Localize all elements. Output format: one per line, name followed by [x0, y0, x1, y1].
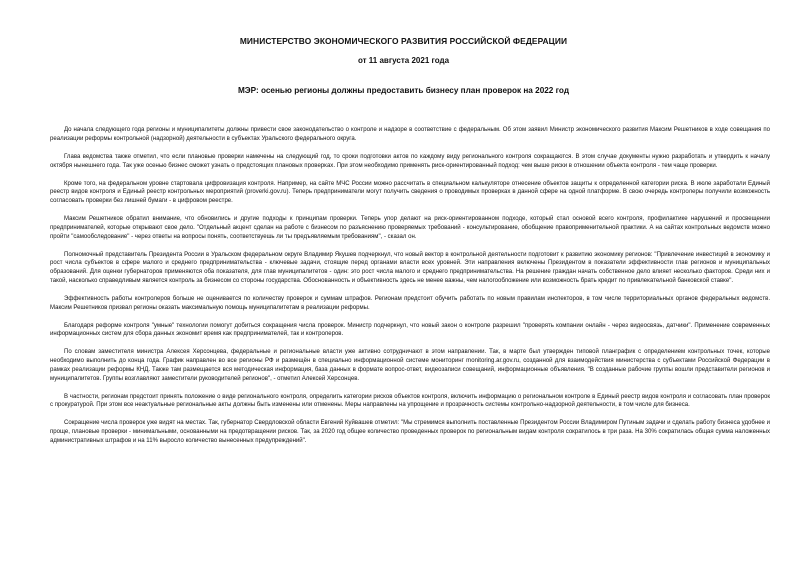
ministry-title: МИНИСТЕРСТВО ЭКОНОМИЧЕСКОГО РАЗВИТИЯ РОССИЙСКОЙ ФЕДЕРАЦИИ — [239, 36, 568, 46]
paragraph: Сокращение числа проверок уже видят на местах. Так, губернатор Свердловской области Евгений Куйвашев отметил: "Мы стремимся выполнить поставленные Президентом России Владимиром Путиным задачи и сделать работу бизнеса удобнее и проще, плановые проверки - минимальными, основанными на предотвращении рисков. Так, за 2020 год общее количество проведенных проверок по региональным видам контроля сократилось в три раза. На 30% сократилась общая сумма наложенных административных штрафов и на 11% выросло количество вынесенных предупреждений". — [50, 420, 770, 444]
paragraph: Благодаря реформе контроля "умные" технологии помогут добиться сокращения числа проверок. Министр подчеркнул, что новый закон о контроле разрешил "проверять компании онлайн - через видеосвязь, датчики". Применение современных информационных систем для сбора данных экономит время как предпринимателей, так и контролеров. — [50, 322, 770, 338]
document-date: от 11 августа 2021 года — [357, 56, 450, 65]
paragraph: До начала следующего года регионы и муниципалитеты должны привести свое законодательство о контроле и надзоре в соответствие с федеральным. Об этом заявил Министр экономического развития Максим Решетников в ходе совещания по реализации реформы контрольной (надзорной) деятельности в субъектах Уральского федерального округа. — [50, 127, 770, 142]
paragraph: Глава ведомства также отметил, что если плановые проверки намечены на следующий год, то сроки подготовки актов по каждому виду регионального контроля сокращаются. В этом случае документы нужно разработать и утвердить к началу октября нынешнего года. Так уже осенью бизнес сможет узнать о предстоящих плановых проверках. При этом необходимо применять риск-ориентированный подход: чем выше риски в отношении объекта контроля - тем чаще проверки. — [50, 153, 770, 169]
paragraph: В частности, регионам предстоит принять положение о виде регионального контроля, определить категории рисков объектов контроля, включить информацию о региональном контроле в Единый реестр видов контроля и согласовать план проверок с прокуратурой. При этом все неактуальные региональные акты должны быть изменены или отменены. Меры направлены на упрощение и прозрачность системы контрольно-надзорной деятельности, в том числе для бизнеса. — [50, 393, 770, 409]
article-headline: МЭР: осенью регионы должны предоставить бизнесу план проверок на 2022 год — [237, 86, 570, 95]
paragraph: Полномочный представитель Президента России в Уральском федеральном округе Владимир Якушев подчеркнул, что новый вектор в контрольной деятельности подготовит к развитию экономику регионов: "Привлечение инвестиций в экономику и рост числа субъектов в сфере малого и среднего предпринимательства - ключевые задачи, стоящие перед органами власти всех уровней. Эти направления включены Президентом в показатели эффективности глав регионов и муниципальных образований. Для оценки губернаторов применяются оба показателя, для глав муниципалитетов - один: это рост числа малого и среднего предпринимательства. На решение граждан начать собственное дело влияет несколько факторов. Среди них и такой, насколько справедливым является контроль за бизнесом со стороны государства. Обоснованность и объективность здесь не менее важны, чем налогообложение или возможность брать кредит по привлекательной банковской ставке". — [50, 251, 770, 284]
paragraph: Кроме того, на федеральном уровне стартовала цифровизация контроля. Например, на сайте МЧС России можно рассчитать в специальном калькуляторе отнесение объектов защиты к определенной категории риска. В июле заработали Единый реестр видов контроля и Единый реестр контрольных мероприятий (proverki.gov.ru). Теперь предприниматели могут получить сведения о проводимых проверках в данной сфере на одной платформе. В свою очередь контролеры получили возможность согласовать проверки без лишней бумаги - в цифровом реестре. — [50, 180, 770, 204]
paragraph: По словам заместителя министра Алексея Херсонцева, федеральные и региональные власти уже активно сотрудничают в этом направлении. Так, в марте был утвержден типовой планграфик с определением контрольных точек, которые необходимо выполнить до конца года. График направлен во все регионы РФ и размещён в специально информационной системе мониторинг monitoring.ar.gov.ru, созданной для взаимодействия министерства с субъектами Российской Федерации в рамках реализации реформы КНД. Также там размещается вся методическая информация, база данных в формате вопрос-ответ, видеозаписи совещаний, информационные объявления. "В созданные рабочие группы вошли представители регионов и муниципалитетов. Группы возглавляют заместители руководителей регионов", - отметил Алексей Херсонцев. — [50, 349, 770, 382]
paragraph: Эффективность работы контролеров больше не оценивается по количеству проверок и суммам штрафов. Регионам предстоит обучить работать по новым правилам инспекторов, в том числе территориальных органов федеральных ведомств. Максим Решетников призвал регионы оказать максимальную помощь муниципалитетам в реализации реформы. — [50, 295, 770, 311]
paragraph: Максим Решетников обратил внимание, что обновились и другие подходы к принципам проверки. Теперь упор делают на риск-ориентированном подходе, который стал основой всего контроля, профилактике нарушений и просвещении предпринимателей, которые открывают свое дело. "Отдельный акцент сделан на работе с бизнесом по разъяснению проверяемых требований - консультирование, обобщение правоприменительной практики. А на сайтах контрольных ведомств можно пройти "самообследование" - через ответы на вопросы понять, соответствуешь ли ты предъявляемым требованиям", - сказал он. — [50, 216, 770, 240]
article-body — [50, 126, 770, 455]
